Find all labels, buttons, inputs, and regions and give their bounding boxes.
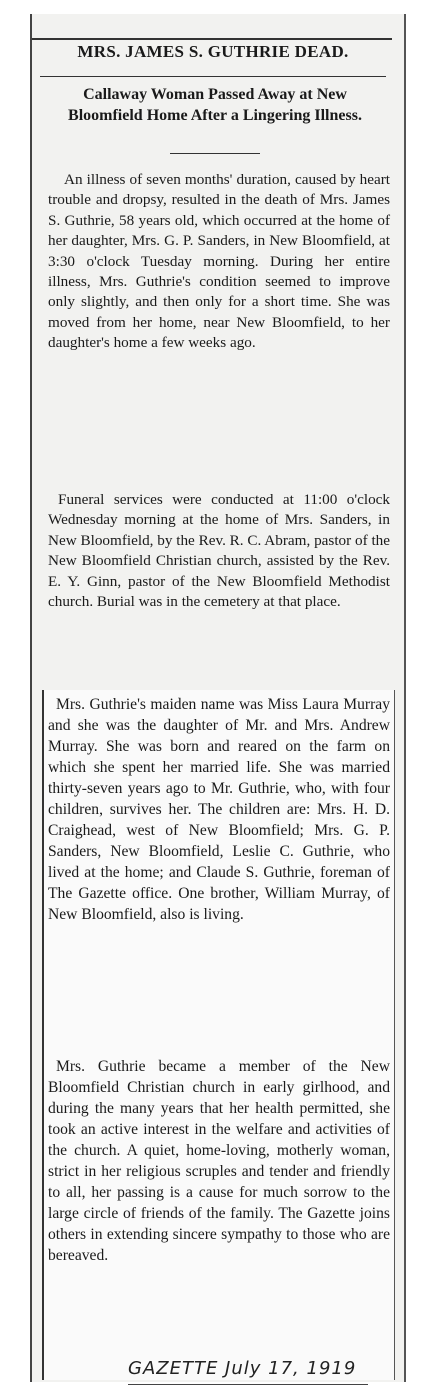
top-rule — [32, 38, 392, 40]
subheadline: Callaway Woman Passed Away at New Bloomfield Home After a Lingering Illness. — [68, 86, 362, 124]
paragraph-text: An illness of seven months' duration, caused by heart trouble and dropsy, resulted in the death of Mrs. James S. Guthrie, 58 years old, which occurred at the home of her daughter, Mrs. G. P. Sanders, in New Bloomfield, at 3:30 o'clock Tuesday morning. During her entire illness, Mrs. Guthrie's condition seemed to improve only slightly, and then only for a short time. She was moved from her home, near New Bloomfield, to her daughter's home a few weeks ago. — [48, 171, 390, 352]
paragraph-text: Funeral services were conducted at 11:00 o'clock Wednesday morning at the home of Mrs. Sanders, in New Bloomfield, by the Rev. R. C. Abram, pastor of the New Bloomfield Christian church, assisted by the Rev. E. Y. Ginn, pastor of the New Bloomfield Methodist church. Burial was in the cemetery at that place. — [48, 491, 390, 611]
handwritten-date-note: GAZETTE July 17, 1919 — [128, 1358, 357, 1379]
article-paragraph-3 — [48, 694, 390, 925]
article-paragraph-1 — [48, 170, 390, 354]
headline: MRS. JAMES S. GUTHRIE DEAD. — [77, 42, 349, 61]
paragraph-text: Mrs. Guthrie became a member of the New Bloomfield Christian church in early girlhood, and during the many years that her health permitted, she took an active interest in the welfare and activities of the church. A quiet, home-loving, motherly woman, strict in her religious scruples and tender and friendly to all, her passing is a cause for much sorrow to the large circle of friends of the family. The Gazette joins others in extending sincere sympathy to those who are bereaved. — [48, 1058, 390, 1264]
handwritten-underline — [128, 1384, 368, 1385]
article-paragraph-2 — [48, 490, 390, 612]
paragraph-text: Mrs. Guthrie's maiden name was Miss Laura Murray and she was the daughter of Mr. and Mrs. Andrew Murray. She was born and reared on the farm on which she spent her married life. She was married thirty-seven years ago to Mr. Guthrie, who, with four children, survives her. The children are: Mrs. H. D. Craighead, west of New Bloomfield; Mrs. G. P. Sanders, New Bloomfield, Leslie C. Guthrie, who lived at the home; and Claude S. Guthrie, foreman of The Gazette office. One brother, William Murray, of New Bloomfield, also is living. — [48, 696, 390, 923]
article-paragraph-4 — [48, 1056, 390, 1266]
headline-rule — [40, 76, 386, 77]
subhead-rule — [170, 153, 260, 154]
